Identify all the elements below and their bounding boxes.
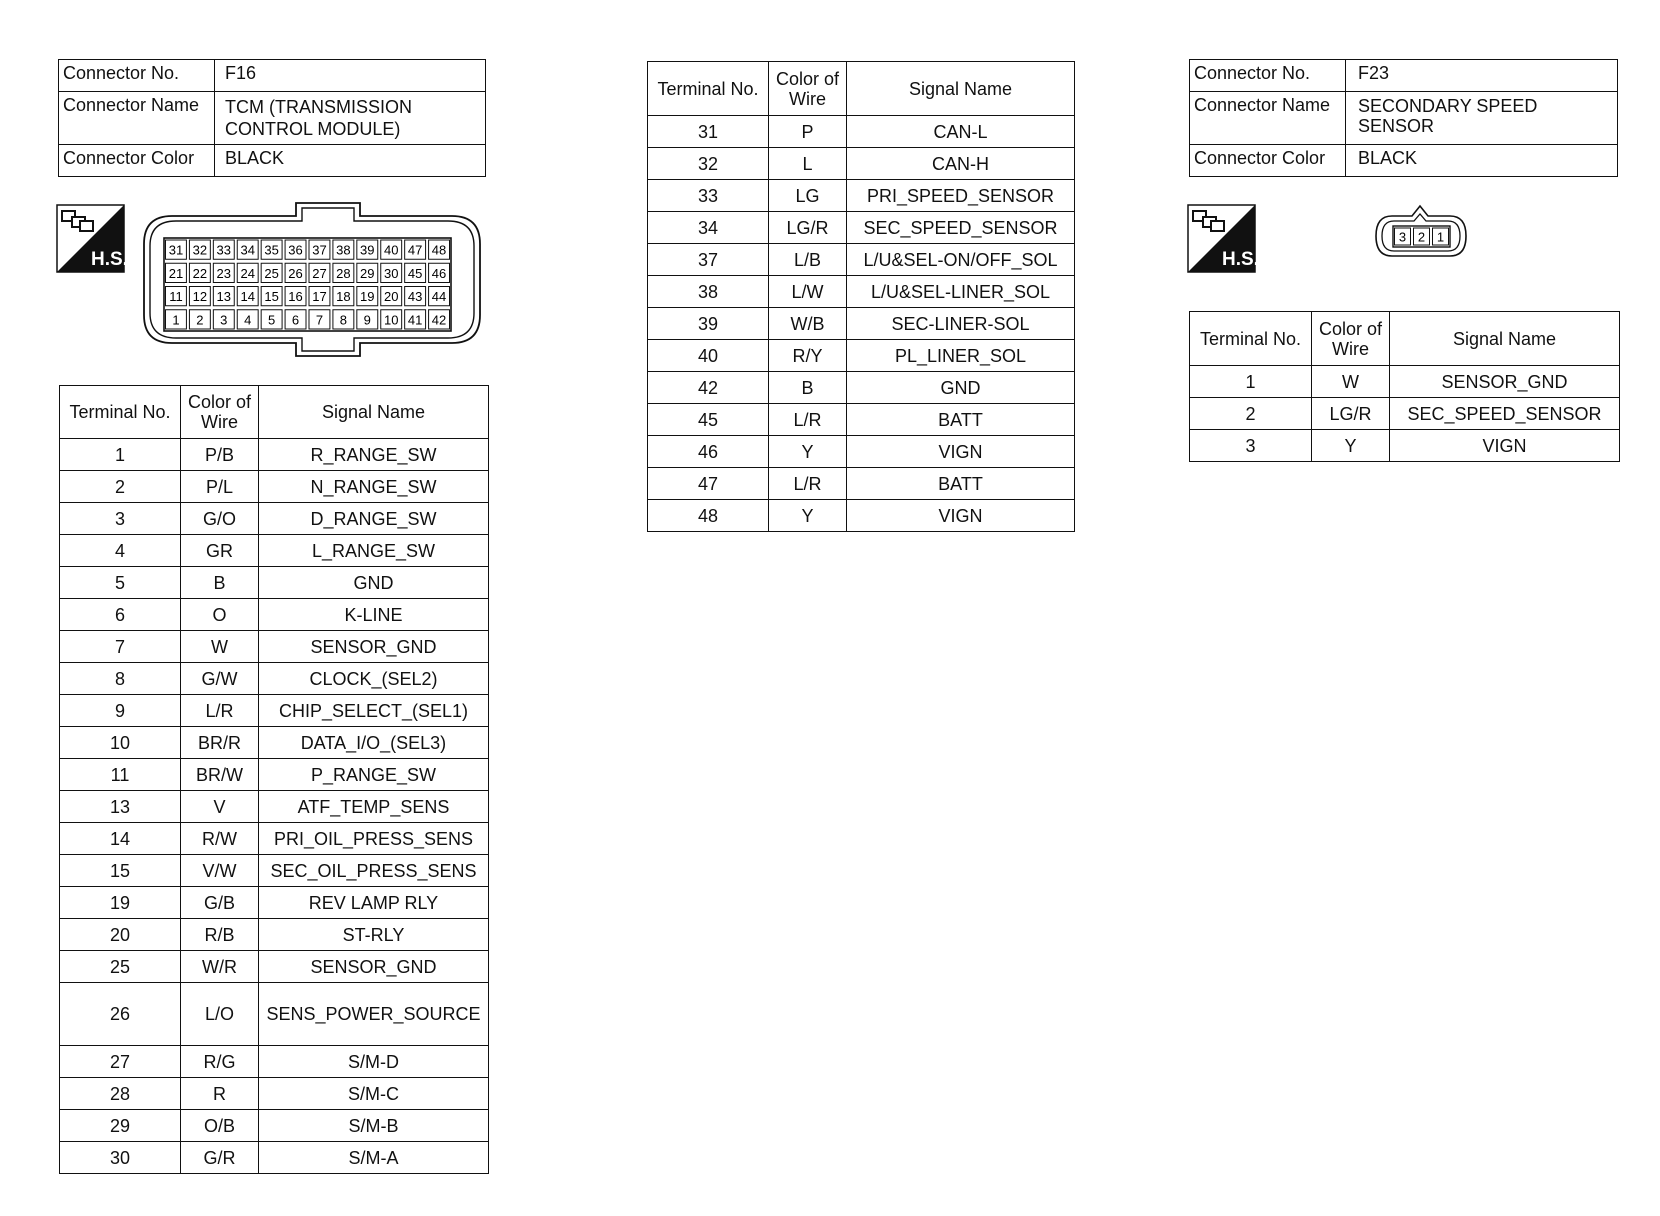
signal-name: P_RANGE_SW xyxy=(259,759,489,791)
signal-name: REV LAMP RLY xyxy=(259,887,489,919)
terminal-no: 9 xyxy=(60,695,181,727)
terminal-no: 45 xyxy=(648,404,769,436)
f16b-header-terminal: Terminal No. xyxy=(648,62,769,116)
f23-connector-no: F23 xyxy=(1346,60,1618,92)
signal-name: CAN-H xyxy=(847,148,1075,180)
pin-number: 44 xyxy=(431,289,447,305)
signal-name: VIGN xyxy=(847,436,1075,468)
terminal-no: 13 xyxy=(60,791,181,823)
terminal-no: 42 xyxy=(648,372,769,404)
wire-color: W/R xyxy=(181,951,259,983)
terminal-no: 37 xyxy=(648,244,769,276)
pin-number: 4 xyxy=(244,312,252,328)
wire-color: BR/W xyxy=(181,759,259,791)
wire-color: G/W xyxy=(181,663,259,695)
f23-hs-label: H.S. xyxy=(1222,249,1259,270)
f23-row-2 xyxy=(1190,398,1620,430)
terminal-no: 19 xyxy=(60,887,181,919)
pin-number: 28 xyxy=(336,265,351,281)
f23-connector-no-label: Connector No. xyxy=(1190,60,1346,92)
wire-color: G/R xyxy=(181,1142,259,1174)
pin-number: 29 xyxy=(360,265,375,281)
wire-color: P xyxy=(769,116,847,148)
pin-number: 1 xyxy=(172,312,180,328)
f16b-row-34 xyxy=(648,212,1075,244)
wire-color: L/R xyxy=(181,695,259,727)
terminal-no: 40 xyxy=(648,340,769,372)
signal-name: VIGN xyxy=(847,500,1075,532)
f23-connector-name-label: Connector Name xyxy=(1190,92,1346,145)
harness-side-icon xyxy=(57,205,128,272)
signal-name: K-LINE xyxy=(259,599,489,631)
wire-color: B xyxy=(769,372,847,404)
f16-terminal-table xyxy=(59,385,489,1174)
wire-color: BR/R xyxy=(181,727,259,759)
f16-row-2 xyxy=(60,471,489,503)
f16b-row-37 xyxy=(648,244,1075,276)
wire-color: Y xyxy=(769,436,847,468)
wire-color: W xyxy=(1312,366,1390,398)
signal-name: PRI_OIL_PRESS_SENS xyxy=(259,823,489,855)
terminal-no: 48 xyxy=(648,500,769,532)
signal-name: VIGN xyxy=(1390,430,1620,462)
f23-header-signal: Signal Name xyxy=(1390,312,1620,366)
signal-name: R_RANGE_SW xyxy=(259,439,489,471)
terminal-no: 1 xyxy=(60,439,181,471)
terminal-no: 14 xyxy=(60,823,181,855)
terminal-no: 3 xyxy=(1190,430,1312,462)
pin-number: 26 xyxy=(288,265,303,281)
f23-row-1 xyxy=(1190,366,1620,398)
pin-number: 43 xyxy=(407,289,423,305)
pin-number: 25 xyxy=(264,265,279,281)
wire-color: GR xyxy=(181,535,259,567)
pin-number: 24 xyxy=(240,265,255,281)
f16-row-4 xyxy=(60,535,489,567)
pin-number: 41 xyxy=(407,312,423,328)
wire-color: O/B xyxy=(181,1110,259,1142)
f16-row-26 xyxy=(60,983,489,1046)
terminal-no: 38 xyxy=(648,276,769,308)
pin-number: 3 xyxy=(220,312,228,328)
wire-color: V/W xyxy=(181,855,259,887)
f23-header-color: Color of Wire xyxy=(1312,312,1390,366)
f16-connector-no: F16 xyxy=(215,60,486,92)
wire-color: P/L xyxy=(181,471,259,503)
f23-connector-face xyxy=(1372,203,1472,263)
f16-row-3 xyxy=(60,503,489,535)
pin-number: 27 xyxy=(312,265,327,281)
terminal-no: 34 xyxy=(648,212,769,244)
pin-number: 30 xyxy=(383,265,399,281)
signal-name: CAN-L xyxy=(847,116,1075,148)
f23-connector-color: BLACK xyxy=(1346,145,1618,177)
f16-row-25 xyxy=(60,951,489,983)
terminal-no: 1 xyxy=(1190,366,1312,398)
f16-terminal-table-continued xyxy=(647,61,1075,532)
f16-connector-info xyxy=(58,59,486,177)
f16-row-19 xyxy=(60,887,489,919)
wire-color: O xyxy=(181,599,259,631)
wire-color: LG/R xyxy=(1312,398,1390,430)
terminal-no: 33 xyxy=(648,180,769,212)
f23-pin-row xyxy=(1395,228,1449,245)
wire-color: L xyxy=(769,148,847,180)
pin-number: 23 xyxy=(216,265,232,281)
pin-number: 18 xyxy=(336,289,351,305)
pin-number: 15 xyxy=(264,289,279,305)
f16b-row-42 xyxy=(648,372,1075,404)
f16-header-terminal: Terminal No. xyxy=(60,386,181,439)
signal-name: SENSOR_GND xyxy=(259,631,489,663)
pin-number: 8 xyxy=(339,312,347,328)
pin-number: 48 xyxy=(431,242,447,258)
pin-number: 7 xyxy=(315,312,324,328)
pin-number: 5 xyxy=(268,312,276,328)
signal-name: BATT xyxy=(847,468,1075,500)
terminal-no: 46 xyxy=(648,436,769,468)
f16-connector-name: TCM (TRANSMISSION CONTROL MODULE) xyxy=(215,92,486,145)
terminal-no: 15 xyxy=(60,855,181,887)
wire-color: R/Y xyxy=(769,340,847,372)
pin-number: 9 xyxy=(363,312,371,328)
f16b-row-46 xyxy=(648,436,1075,468)
signal-name: L/U&SEL-ON/OFF_SOL xyxy=(847,244,1075,276)
f23-terminal-table xyxy=(1189,311,1620,462)
pin-number: 39 xyxy=(360,242,375,258)
pin-number: 16 xyxy=(288,289,303,305)
f16b-row-33 xyxy=(648,180,1075,212)
wire-color: W/B xyxy=(769,308,847,340)
terminal-no: 5 xyxy=(60,567,181,599)
signal-name: S/M-B xyxy=(259,1110,489,1142)
terminal-no: 11 xyxy=(60,759,181,791)
signal-name: GND xyxy=(259,567,489,599)
signal-name: SEC_SPEED_SENSOR xyxy=(847,212,1075,244)
signal-name: SENSOR_GND xyxy=(1390,366,1620,398)
signal-name: CHIP_SELECT_(SEL1) xyxy=(259,695,489,727)
pin-number: 40 xyxy=(383,242,399,258)
f16-connector-face xyxy=(142,202,482,360)
signal-name: ST-RLY xyxy=(259,919,489,951)
pin-number: 45 xyxy=(407,265,423,281)
signal-name: S/M-C xyxy=(259,1078,489,1110)
f16-connector-name-label: Connector Name xyxy=(59,92,215,145)
f16-row-11 xyxy=(60,759,489,791)
pin-number: 42 xyxy=(431,312,447,328)
wire-color: R/B xyxy=(181,919,259,951)
wire-color: LG xyxy=(769,180,847,212)
f16b-header-color: Color of Wire xyxy=(769,62,847,116)
wire-color: L/O xyxy=(181,983,259,1046)
signal-name: L_RANGE_SW xyxy=(259,535,489,567)
wire-color: Y xyxy=(769,500,847,532)
signal-name: SENSOR_GND xyxy=(259,951,489,983)
signal-name: PL_LINER_SOL xyxy=(847,340,1075,372)
f16-row-29 xyxy=(60,1110,489,1142)
f16-row-13 xyxy=(60,791,489,823)
signal-name: SENS_POWER_SOURCE xyxy=(259,983,489,1046)
pin-number: 12 xyxy=(192,289,208,305)
terminal-no: 4 xyxy=(60,535,181,567)
f16-row-30 xyxy=(60,1142,489,1174)
pin-number: 10 xyxy=(383,312,399,328)
f16b-row-48 xyxy=(648,500,1075,532)
f16-row-15 xyxy=(60,855,489,887)
signal-name: SEC-LINER-SOL xyxy=(847,308,1075,340)
pin-number: 2 xyxy=(1417,229,1426,245)
signal-name: CLOCK_(SEL2) xyxy=(259,663,489,695)
f23-connector-color-label: Connector Color xyxy=(1190,145,1346,177)
signal-name: ATF_TEMP_SENS xyxy=(259,791,489,823)
f23-connector-info xyxy=(1189,59,1618,177)
terminal-no: 39 xyxy=(648,308,769,340)
pin-number: 36 xyxy=(288,242,303,258)
f16b-row-40 xyxy=(648,340,1075,372)
pin-number: 21 xyxy=(168,265,184,281)
pin-number: 14 xyxy=(240,289,255,305)
f16b-row-31 xyxy=(648,116,1075,148)
signal-name: D_RANGE_SW xyxy=(259,503,489,535)
signal-name: S/M-D xyxy=(259,1046,489,1078)
wire-color: R/W xyxy=(181,823,259,855)
signal-name: PRI_SPEED_SENSOR xyxy=(847,180,1075,212)
pin-number: 31 xyxy=(168,242,184,258)
wire-color: L/B xyxy=(769,244,847,276)
f16b-row-39 xyxy=(648,308,1075,340)
pin-number: 6 xyxy=(291,312,300,328)
wire-color: G/O xyxy=(181,503,259,535)
pin-number: 1 xyxy=(1436,229,1445,245)
signal-name: GND xyxy=(847,372,1075,404)
terminal-no: 31 xyxy=(648,116,769,148)
wire-color: L/W xyxy=(769,276,847,308)
wire-color: L/R xyxy=(769,404,847,436)
f16-header-signal: Signal Name xyxy=(259,386,489,439)
pin-number: 2 xyxy=(196,312,204,328)
terminal-no: 28 xyxy=(60,1078,181,1110)
terminal-no: 10 xyxy=(60,727,181,759)
f23-header-terminal: Terminal No. xyxy=(1190,312,1312,366)
terminal-no: 26 xyxy=(60,983,181,1046)
f16-row-14 xyxy=(60,823,489,855)
wire-color: R xyxy=(181,1078,259,1110)
terminal-no: 29 xyxy=(60,1110,181,1142)
terminal-no: 8 xyxy=(60,663,181,695)
f23-row-3 xyxy=(1190,430,1620,462)
signal-name: BATT xyxy=(847,404,1075,436)
terminal-no: 6 xyxy=(60,599,181,631)
pin-number: 17 xyxy=(312,289,327,305)
pin-number: 47 xyxy=(407,242,423,258)
terminal-no: 47 xyxy=(648,468,769,500)
pin-number: 19 xyxy=(360,289,375,305)
wire-color: P/B xyxy=(181,439,259,471)
pin-number: 20 xyxy=(383,289,399,305)
pin-number: 37 xyxy=(312,242,327,258)
f23-connector-name: SECONDARY SPEED SENSOR xyxy=(1346,92,1618,145)
f16-row-5 xyxy=(60,567,489,599)
pin-number: 33 xyxy=(216,242,232,258)
pin-number: 38 xyxy=(336,242,351,258)
f16-row-10 xyxy=(60,727,489,759)
signal-name: SEC_SPEED_SENSOR xyxy=(1390,398,1620,430)
f16b-row-47 xyxy=(648,468,1075,500)
f16b-row-38 xyxy=(648,276,1075,308)
f16-row-8 xyxy=(60,663,489,695)
pin-number: 32 xyxy=(192,242,208,258)
wire-color: Y xyxy=(1312,430,1390,462)
pin-number: 35 xyxy=(264,242,279,258)
pin-number: 34 xyxy=(240,242,255,258)
wire-color: L/R xyxy=(769,468,847,500)
signal-name: DATA_I/O_(SEL3) xyxy=(259,727,489,759)
wire-color: G/B xyxy=(181,887,259,919)
f16b-header-signal: Signal Name xyxy=(847,62,1075,116)
f16-hs-label: H.S. xyxy=(91,249,128,270)
wire-color: W xyxy=(181,631,259,663)
terminal-no: 30 xyxy=(60,1142,181,1174)
f16-connector-no-label: Connector No. xyxy=(59,60,215,92)
f16b-row-45 xyxy=(648,404,1075,436)
f16-header-color: Color of Wire xyxy=(181,386,259,439)
f16-row-9 xyxy=(60,695,489,727)
signal-name: SEC_OIL_PRESS_SENS xyxy=(259,855,489,887)
wire-color: V xyxy=(181,791,259,823)
terminal-no: 25 xyxy=(60,951,181,983)
f16-row-1 xyxy=(60,439,489,471)
terminal-no: 32 xyxy=(648,148,769,180)
pin-number: 13 xyxy=(216,289,232,305)
wire-color: R/G xyxy=(181,1046,259,1078)
f16-row-6 xyxy=(60,599,489,631)
f16-row-27 xyxy=(60,1046,489,1078)
f16-row-20 xyxy=(60,919,489,951)
f16-connector-color: BLACK xyxy=(215,145,486,177)
wire-color: B xyxy=(181,567,259,599)
terminal-no: 2 xyxy=(60,471,181,503)
f16-row-7 xyxy=(60,631,489,663)
signal-name: N_RANGE_SW xyxy=(259,471,489,503)
f16-connector-color-label: Connector Color xyxy=(59,145,215,177)
terminal-no: 27 xyxy=(60,1046,181,1078)
pin-number: 11 xyxy=(169,289,183,305)
pin-number: 3 xyxy=(1398,229,1407,245)
signal-name: S/M-A xyxy=(259,1142,489,1174)
pin-number: 46 xyxy=(431,265,447,281)
signal-name: L/U&SEL-LINER_SOL xyxy=(847,276,1075,308)
terminal-no: 20 xyxy=(60,919,181,951)
pin-number: 22 xyxy=(192,265,208,281)
f16b-row-32 xyxy=(648,148,1075,180)
harness-side-icon xyxy=(1188,205,1259,272)
terminal-no: 7 xyxy=(60,631,181,663)
wire-color: LG/R xyxy=(769,212,847,244)
terminal-no: 2 xyxy=(1190,398,1312,430)
terminal-no: 3 xyxy=(60,503,181,535)
f16-row-28 xyxy=(60,1078,489,1110)
